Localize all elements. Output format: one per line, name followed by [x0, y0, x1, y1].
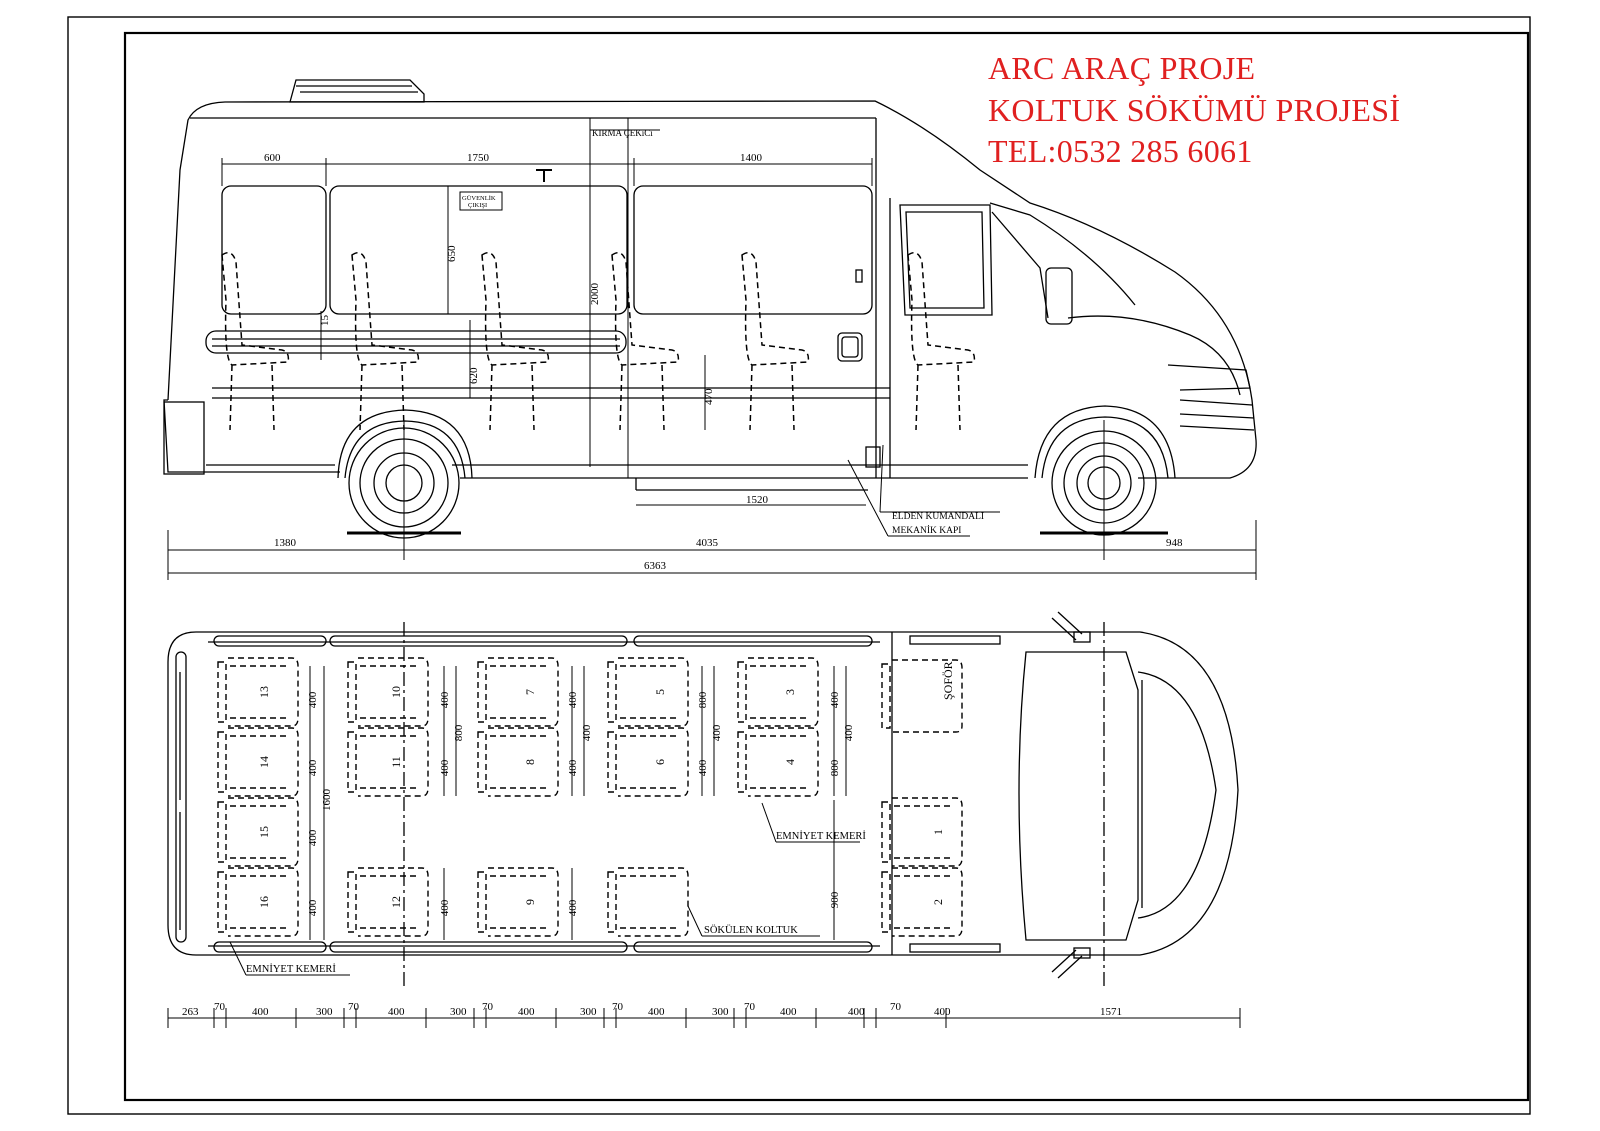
vertical-dimension: 400 — [307, 691, 319, 709]
vertical-dimension: 400 — [697, 759, 709, 777]
side-seat — [222, 253, 288, 430]
bottom-dimension: 1571 — [1100, 1006, 1122, 1018]
side-dimensions — [168, 118, 1256, 580]
bottom-dimension: 70 — [890, 1001, 901, 1013]
seat-number: 11 — [389, 756, 403, 768]
dim-seat-height: 470 — [703, 388, 715, 405]
label-guvenlik-2: ÇIKIŞI — [468, 202, 488, 209]
seat — [608, 728, 688, 796]
seat-number: 4 — [783, 759, 797, 765]
dim-rear-overhang: 1380 — [274, 537, 296, 549]
bottom-dimension: 400 — [252, 1006, 269, 1018]
label-mekanik-kapi: MEKANİK KAPI — [892, 526, 962, 536]
seat-number: 8 — [523, 759, 537, 765]
side-seat — [482, 253, 548, 430]
bottom-dimension: 300 — [450, 1006, 467, 1018]
seat — [478, 658, 558, 726]
driver-seat-label: ŞOFÖR — [941, 661, 955, 700]
bottom-dimension: 400 — [648, 1006, 665, 1018]
seat-number: 5 — [653, 689, 667, 695]
bottom-dimension: 70 — [482, 1001, 493, 1013]
dim-total-length: 6363 — [644, 560, 666, 572]
seat-number: 10 — [389, 686, 403, 698]
dim-window-2: 1750 — [467, 152, 489, 164]
side-view — [164, 80, 1256, 538]
side-seat — [908, 253, 974, 430]
seat — [882, 798, 962, 866]
dim-front-overhang: 948 — [1166, 537, 1183, 549]
bottom-dimension: 400 — [934, 1006, 951, 1018]
seat — [478, 728, 558, 796]
vertical-dimension: 400 — [567, 691, 579, 709]
dim-interior-height: 2000 — [589, 283, 601, 305]
seat-number: 2 — [931, 899, 945, 905]
vertical-dimension: 1600 — [321, 789, 333, 811]
bottom-dimension: 300 — [580, 1006, 597, 1018]
bottom-dimension: 300 — [316, 1006, 333, 1018]
vertical-dimension: 400 — [307, 829, 319, 847]
label-elden-kumandali: ELDEN KUMANDALI — [892, 512, 985, 522]
dim-floor-height: 620 — [468, 367, 480, 384]
roof-ac-unit — [290, 80, 424, 102]
vertical-dimension: 400 — [581, 724, 593, 742]
vertical-dimension: 400 — [711, 724, 723, 742]
seat-number: 3 — [783, 689, 797, 695]
vertical-dimension: 800 — [453, 724, 465, 742]
bottom-dimension: 263 — [182, 1006, 199, 1018]
seat — [608, 868, 688, 936]
inner-frame — [125, 33, 1528, 1100]
seat — [478, 868, 558, 936]
seat — [348, 868, 428, 936]
label-guvenlik-1: GÜVENLİK — [462, 195, 496, 202]
label-kirma-cekici: KIRMA ÇEKiCi — [592, 128, 653, 138]
seat-number: 16 — [257, 896, 271, 908]
bottom-dimension: 70 — [348, 1001, 359, 1013]
vertical-dimension: 400 — [567, 759, 579, 777]
title-company: ARC ARAÇ PROJE — [988, 50, 1256, 86]
vertical-dimension: 400 — [439, 899, 451, 917]
seat — [738, 728, 818, 796]
bottom-dimension: 70 — [214, 1001, 225, 1013]
bottom-dimension: 400 — [848, 1006, 865, 1018]
dim-door: 1520 — [746, 494, 768, 506]
bottom-dimension: 70 — [744, 1001, 755, 1013]
plan-bottom-dimension-texts — [182, 1001, 1122, 1018]
dim-window-1: 600 — [264, 152, 281, 164]
seat-number: 7 — [523, 689, 537, 695]
seat-number: 12 — [389, 896, 403, 908]
seat-number: 6 — [653, 759, 667, 765]
seat — [348, 658, 428, 726]
bottom-dimension: 400 — [388, 1006, 405, 1018]
body-outline — [168, 101, 1256, 478]
seat-number: 1 — [931, 829, 945, 835]
bottom-dimension: 400 — [518, 1006, 535, 1018]
side-seat — [352, 253, 418, 430]
label-sokulen-koltuk: SÖKÜLEN KOLTUK — [704, 925, 798, 936]
bottom-dimension: 400 — [780, 1006, 797, 1018]
dim-window-3: 1400 — [740, 152, 762, 164]
vertical-dimension: 400 — [829, 691, 841, 709]
dim-sill: 15 — [319, 315, 331, 326]
title-phone: TEL:0532 285 6061 — [988, 133, 1253, 169]
vertical-dimension: 400 — [439, 759, 451, 777]
vertical-dimension: 400 — [843, 724, 855, 742]
seat-numbers — [257, 686, 945, 908]
vertical-dimension: 400 — [307, 759, 319, 777]
seat-number: 15 — [257, 826, 271, 838]
plan-vertical-dimension-texts — [307, 691, 855, 916]
bottom-dimension: 70 — [612, 1001, 623, 1013]
seat-number: 14 — [257, 756, 271, 768]
vertical-dimension: 800 — [829, 759, 841, 777]
seat — [738, 658, 818, 726]
vertical-dimension: 800 — [697, 691, 709, 709]
bottom-dimension: 300 — [712, 1006, 729, 1018]
side-seat — [612, 253, 678, 430]
seat — [882, 868, 962, 936]
seat — [348, 728, 428, 796]
title-project: KOLTUK SÖKÜMÜ PROJESİ — [988, 92, 1401, 128]
vertical-dimension: 400 — [567, 899, 579, 917]
outer-frame — [68, 17, 1530, 1114]
seat-number: 13 — [257, 686, 271, 698]
label-emniyet-kemeri-2: EMNİYET KEMERİ — [246, 964, 336, 975]
seat — [608, 658, 688, 726]
side-seat — [742, 253, 808, 430]
seat-number: 9 — [523, 899, 537, 905]
dim-window-height: 650 — [446, 245, 458, 262]
vertical-dimension: 400 — [307, 899, 319, 917]
dim-wheelbase: 4035 — [696, 537, 718, 549]
vertical-dimension: 400 — [439, 691, 451, 709]
vertical-dimension: 900 — [829, 891, 841, 909]
label-emniyet-kemeri-1: EMNİYET KEMERİ — [776, 831, 866, 842]
